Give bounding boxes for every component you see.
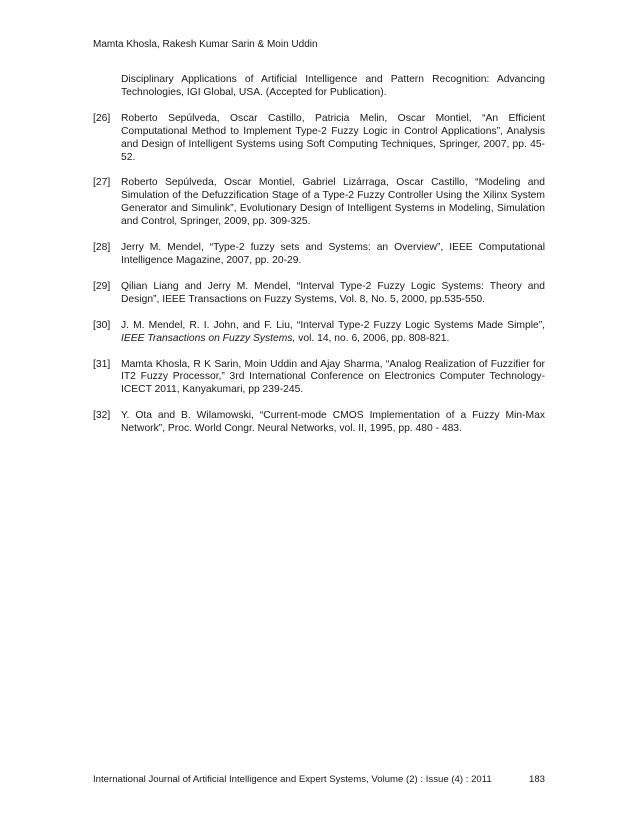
reference-number: [27] (93, 177, 111, 189)
reference-text: Jerry M. Mendel, “Type-2 fuzzy sets and Systems: an Overview”, IEEE Computational Intelligence Magazine, 2007, pp. 20-29. (121, 242, 545, 266)
journal-citation: International Journal of Artificial Intelligence and Expert Systems, Volume (2) : Issue (4) : 2011 (93, 774, 492, 785)
reference-text: Y. Ota and B. Wilamowski, “Current-mode CMOS Implementation of a Fuzzy Min-Max Network”, Proc. World Congr. Neural Networks, vol. II, 1995, pp. 480 - 483. (121, 410, 545, 435)
reference-number: [29] (93, 280, 111, 292)
reference-item (93, 359, 545, 398)
reference-item (93, 177, 545, 229)
running-footer (93, 774, 545, 786)
reference-item (93, 242, 545, 268)
reference-text-container (121, 320, 545, 346)
reference-number: [30] (93, 319, 111, 331)
reference-item (93, 320, 545, 346)
page-number: 183 (528, 774, 545, 785)
reference-text-tail: vol. 14, no. 6, 2006, pp. 808-821. (295, 332, 450, 344)
reference-number: [32] (93, 410, 111, 422)
reference-item (93, 74, 545, 100)
reference-text: Disciplinary Applications of Artificial Intelligence and Pattern Recognition: Advancing Technologies, IGI Global, USA. (Accepted for Publication). (121, 74, 545, 98)
reference-journal-italic: IEEE Transactions on Fuzzy Systems, (121, 332, 296, 344)
reference-text: Mamta Khosla, R K Sarin, Moin Uddin and Ajay Sharma, “Analog Realization of Fuzzifier for IT2 Fuzzy Processor,” 3rd International Conference on Electronics Computer Technology-ICECT 2011, Kanyakumari, pp 239-245. (121, 358, 545, 396)
reference-number: [31] (93, 358, 111, 370)
reference-item (93, 281, 545, 307)
reference-text: Qilian Liang and Jerry M. Mendel, “Interval Type-2 Fuzzy Logic Systems: Theory and Design”, IEEE Transactions on Fuzzy Systems, Vol. 8, No. 5, 2000, pp.535-550. (121, 280, 545, 305)
reference-item (93, 410, 545, 436)
reference-text: Roberto Sepúlveda, Oscar Castillo, Patricia Melin, Oscar Montiel, “An Efficient Computational Method to Implement Type-2 Fuzzy Logic in Control Applications”, Analysis and Design of Intelligent Systems using Soft Computing Techniques, Springer, 2007, pp. 45-52. (121, 112, 545, 163)
reference-number: [28] (93, 242, 111, 254)
reference-text: Roberto Sepúlveda, Oscar Montiel, Gabriel Lizárraga, Oscar Castillo, “Modeling and Simulation of the Defuzzification Stage of a Type-2 Fuzzy Controller Using the Xilinx System Generator and Simulink”, Evolutionary Design of Intelligent Systems in Modeling, Simulation and Control, Springer, 2009, pp. 309-325. (121, 177, 545, 228)
running-header: Mamta Khosla, Rakesh Kumar Sarin & Moin Uddin (93, 39, 318, 50)
reference-list (93, 74, 545, 449)
reference-item (93, 113, 545, 165)
reference-text: J. M. Mendel, R. I. John, and F. Liu, “Interval Type-2 Fuzzy Logic Systems Made Simple”, (121, 319, 545, 331)
reference-number: [26] (93, 112, 111, 124)
